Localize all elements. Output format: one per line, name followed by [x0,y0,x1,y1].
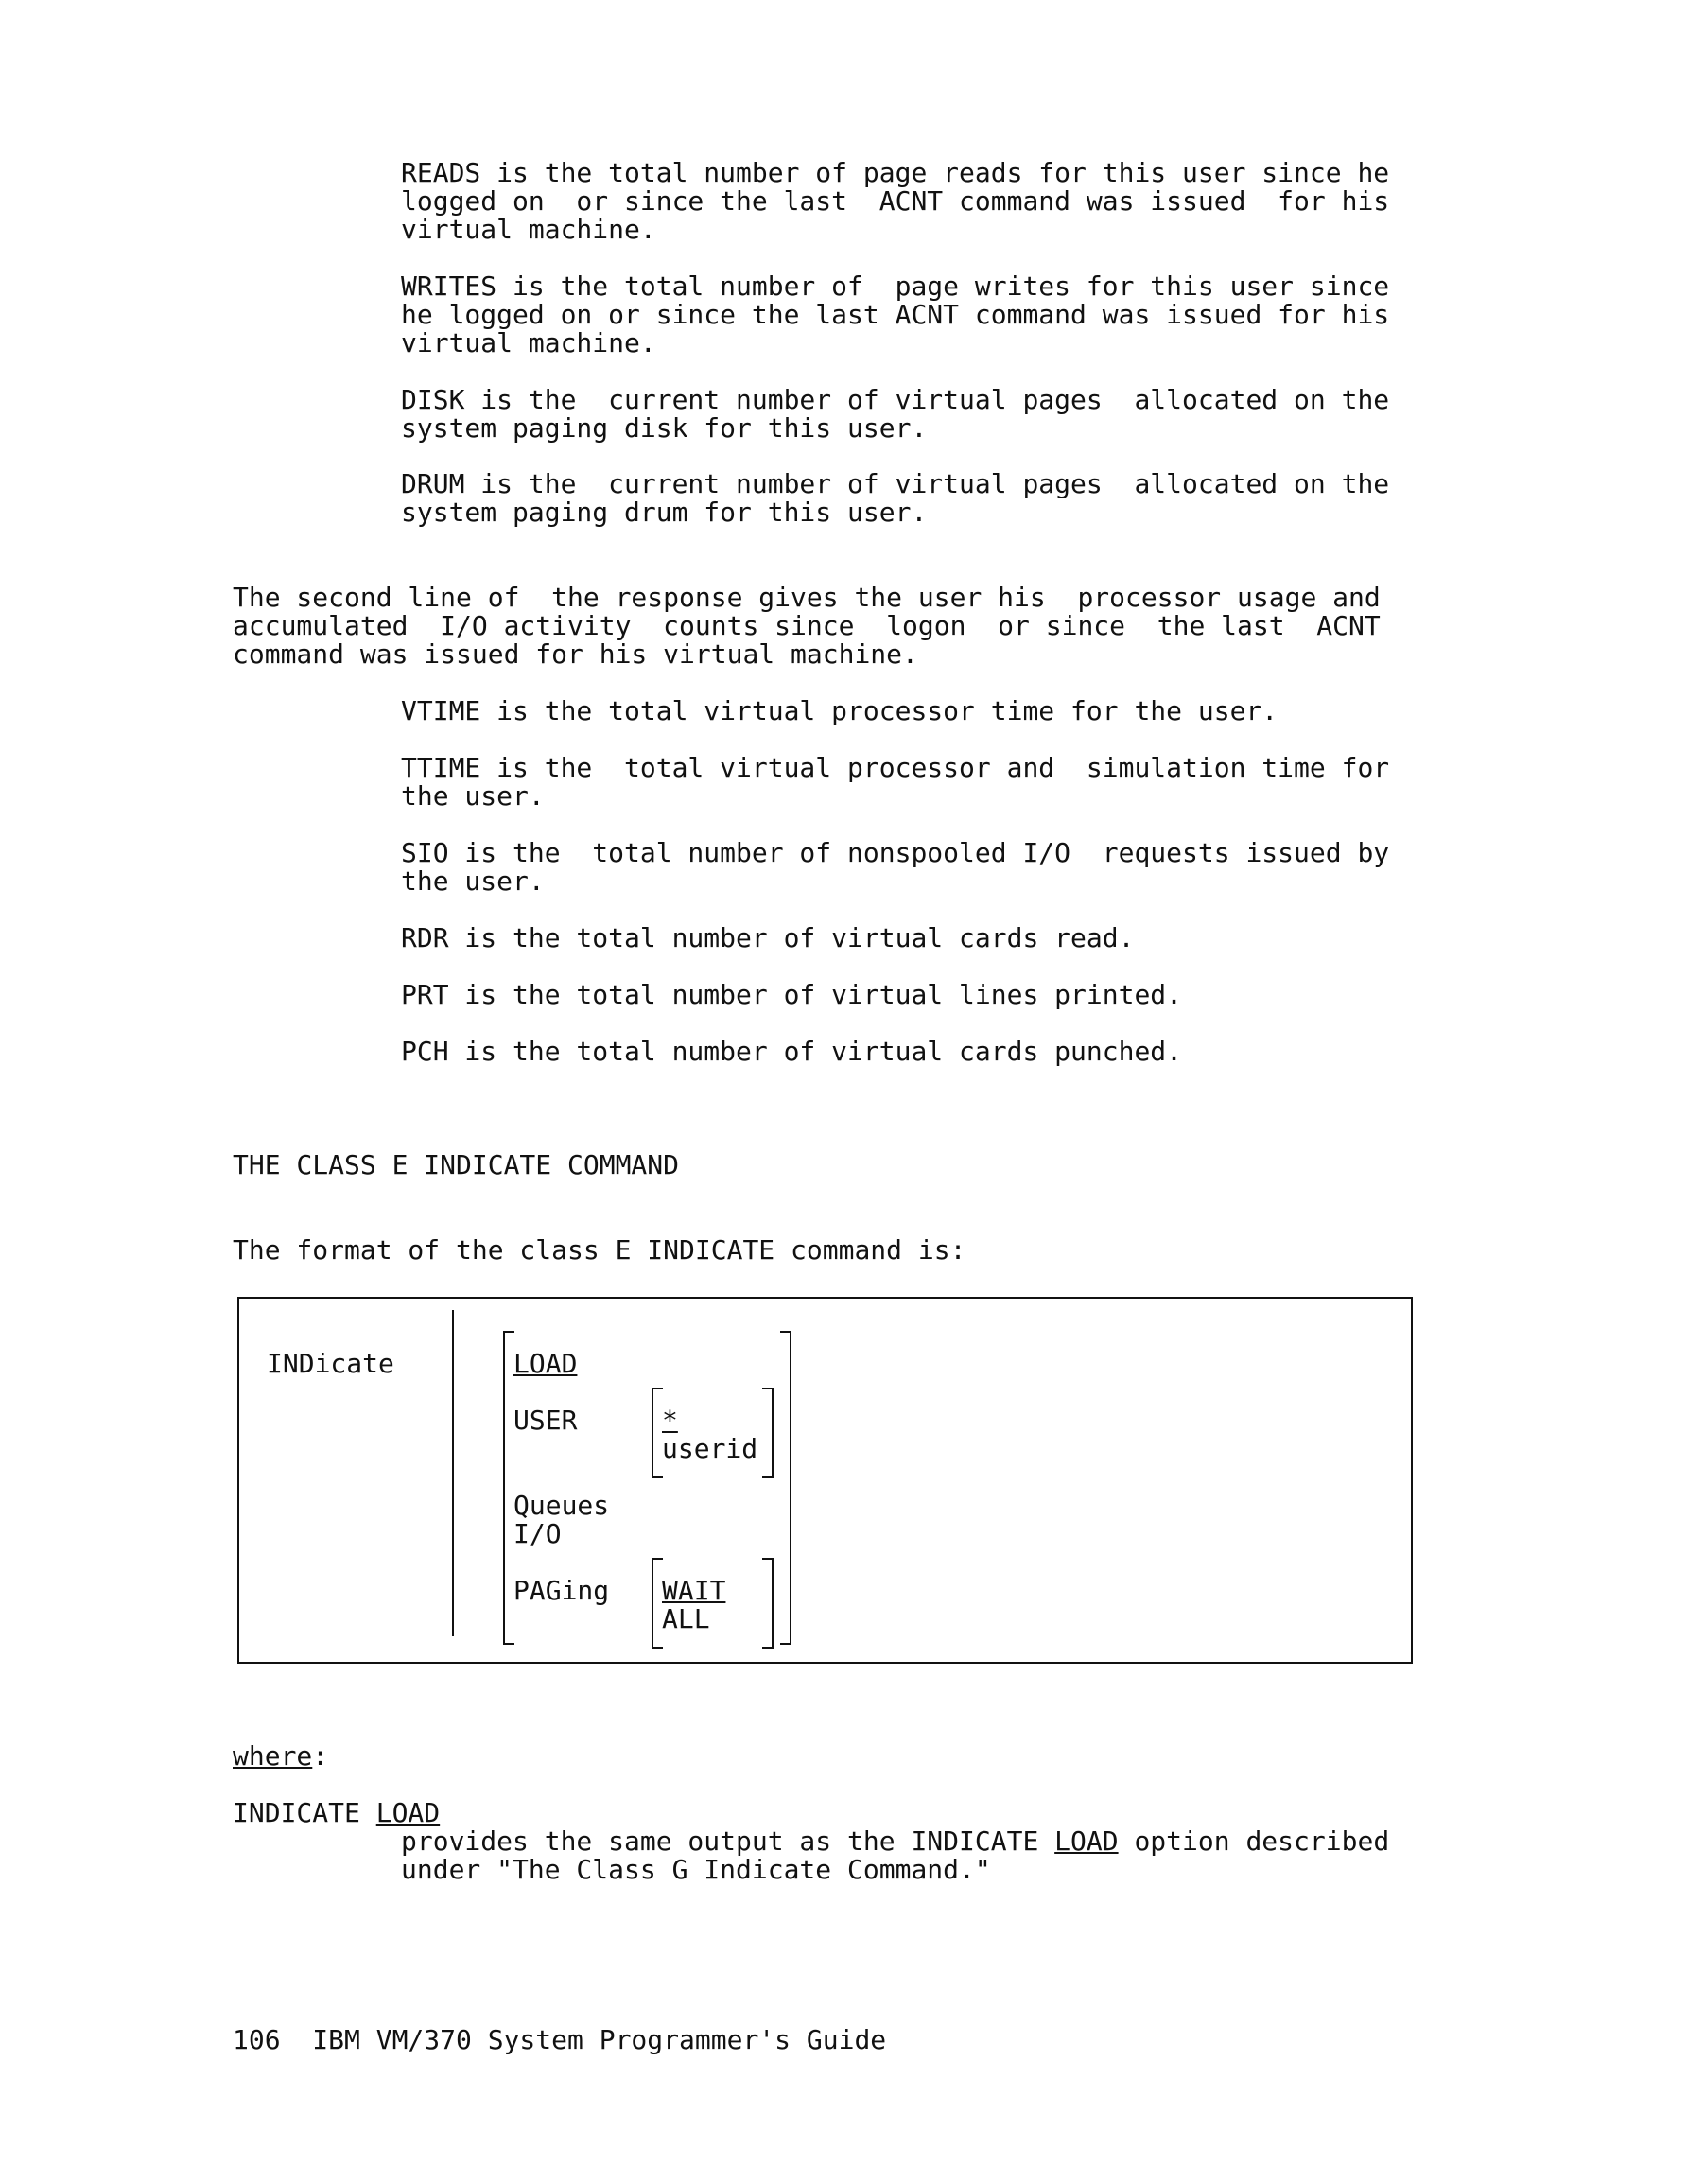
format-intro: The format of the class E INDICATE command is: [233,1234,966,1266]
syntax-column-divider [452,1310,454,1636]
option-queues: Queues [513,1490,610,1521]
vtime-line: VTIME is the total virtual processor time for the user. [401,695,1278,726]
user-userid: userid [662,1433,758,1464]
option-load: LOAD [513,1348,578,1379]
paging-bracket-right [762,1558,774,1649]
operand-label [233,1799,440,1827]
sio-line-2: the user. [401,865,545,897]
option-user: USER [513,1405,578,1436]
writes-line-3: virtual machine. [401,327,656,358]
writes-line-1: WRITES is the total number of page writes for this user since [401,271,1390,302]
page-footer: 106 IBM VM/370 System Programmer's Guide [233,2024,887,2055]
syntax-box [237,1297,1413,1664]
where-label [233,1742,328,1771]
paging-all: ALL [662,1603,710,1634]
writes-line-2: he logged on or since the last ACNT command was issued for his [401,299,1390,330]
operand-desc-keyword: LOAD [1054,1826,1119,1857]
syntax-command: INDicate [267,1348,394,1379]
second-line-para-2: accumulated I/O activity counts since logon or since the last ACNT [233,610,1381,641]
option-paging: PAGing [513,1575,610,1606]
outer-bracket-right [780,1331,791,1645]
pch-line: PCH is the total number of virtual cards punched. [401,1036,1183,1067]
drum-line-1: DRUM is the current number of virtual pages allocated on the [401,468,1390,499]
second-line-para-1: The second line of the response gives the user his processor usage and [233,582,1381,613]
ttime-line-2: the user. [401,780,545,812]
operand-label-prefix: INDICATE [233,1797,376,1828]
reads-line-3: virtual machine. [401,214,656,245]
operand-desc-part-a: provides the same output as the INDICATE [401,1826,1055,1857]
prt-line: PRT is the total number of virtual lines printed. [401,979,1183,1010]
reads-line-2: logged on or since the last ACNT command was issued for his [401,185,1390,217]
section-heading: THE CLASS E INDICATE COMMAND [233,1149,680,1180]
option-io: I/O [513,1518,562,1549]
disk-line-2: system paging disk for this user. [401,412,928,444]
user-bracket-right [762,1388,774,1478]
operand-desc-line-2: under "The Class G Indicate Command." [401,1854,991,1885]
ttime-line-1: TTIME is the total virtual processor and simulation time for [401,752,1390,783]
second-line-para-3: command was issued for his virtual machine. [233,638,918,670]
drum-line-2: system paging drum for this user. [401,497,928,528]
operand-desc-part-b: option described [1118,1826,1390,1857]
disk-line-1: DISK is the current number of virtual pages allocated on the [401,384,1390,415]
paging-default-wait: WAIT [662,1575,726,1606]
operand-desc-line-1 [401,1827,1389,1856]
where-colon: : [312,1740,329,1772]
operand-label-keyword: LOAD [375,1797,441,1828]
reads-line-1: READS is the total number of page reads for this user since he [401,157,1390,188]
sio-line-1: SIO is the total number of nonspooled I/O requests issued by [401,837,1390,868]
user-default-star: * [662,1405,678,1436]
rdr-line: RDR is the total number of virtual cards read. [401,922,1135,953]
where-word: where [233,1740,313,1772]
